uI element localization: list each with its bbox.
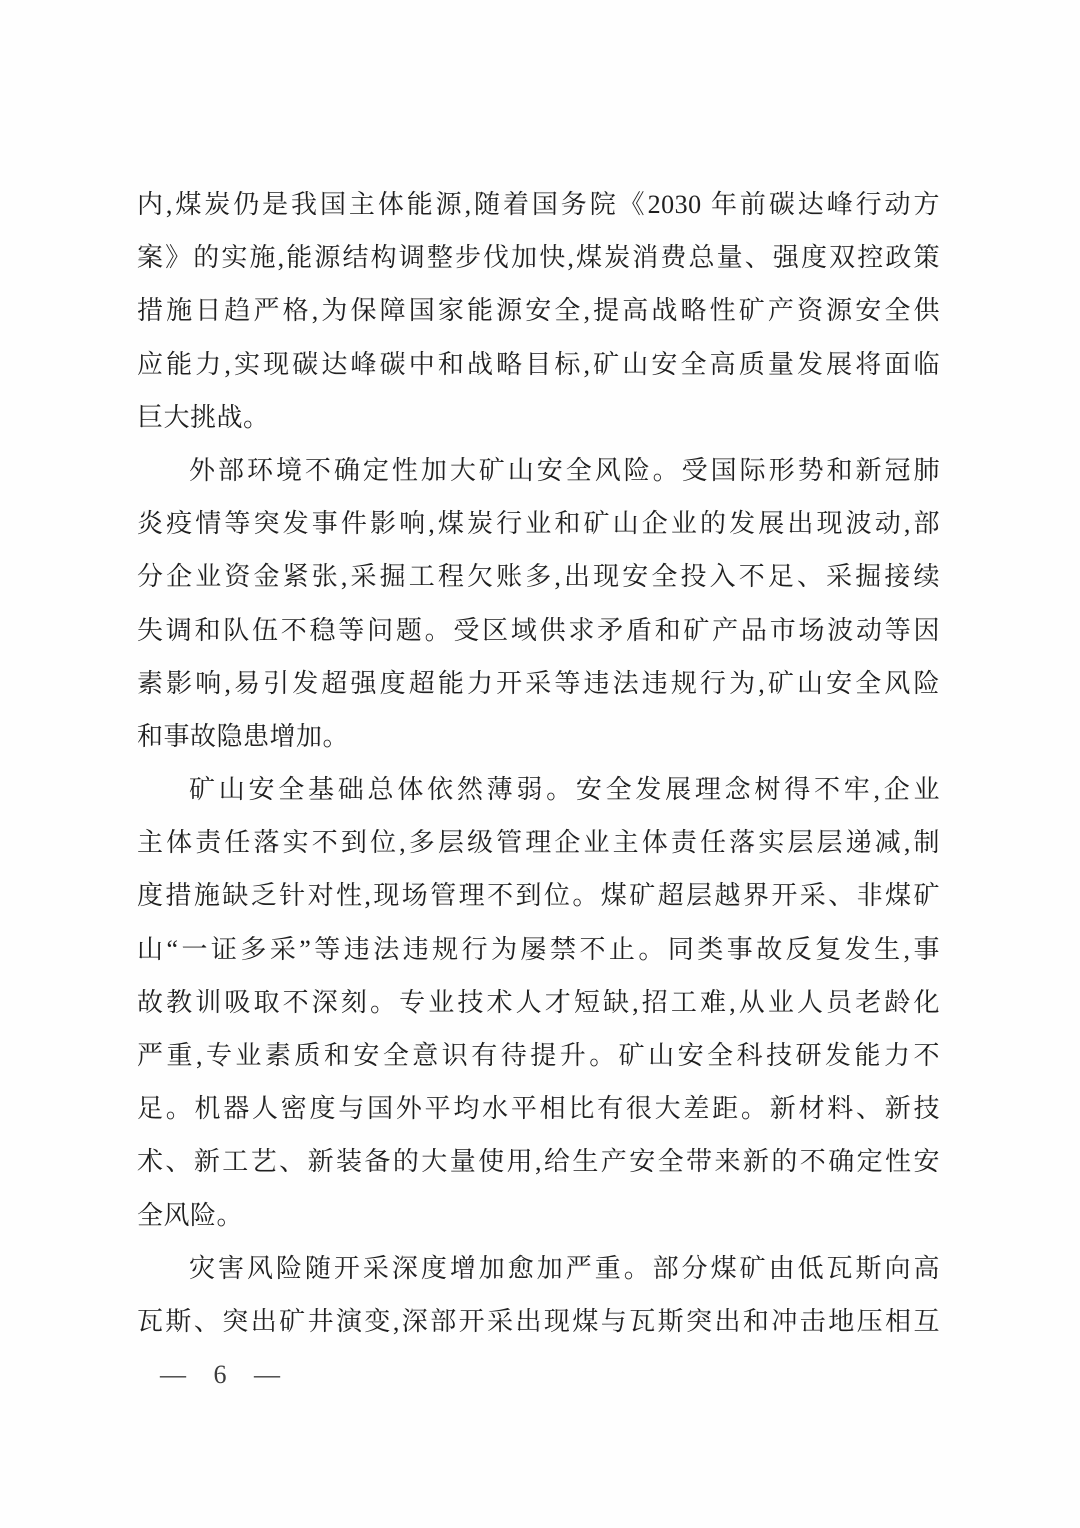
paragraph [137, 763, 940, 1242]
paragraph [137, 444, 940, 763]
text-line: 外部环境不确定性加大矿山安全风险。受国际形势和新冠肺 [189, 455, 940, 485]
paragraph [137, 178, 940, 444]
text-line: 分企业资金紧张,采掘工程欠账多,出现安全投入不足、采掘接续 [137, 562, 940, 592]
text-line: 主体责任落实不到位,多层级管理企业主体责任落实层层递减,制 [137, 828, 940, 858]
text-line: 严重,专业素质和安全意识有待提升。矿山安全科技研发能力不 [137, 1041, 940, 1070]
text-line: 瓦斯、突出矿井演变,深部开采出现煤与瓦斯突出和冲击地压相互 [137, 1306, 940, 1336]
text-line: 应能力,实现碳达峰碳中和战略目标,矿山安全高质量发展将面临 [137, 349, 940, 379]
text-line: 措施日趋严格,为保障国家能源安全,提高战略性矿产资源安全供 [137, 296, 940, 326]
text-line: 足。机器人密度与国外平均水平相比有很大差距。新材料、新技 [137, 1094, 940, 1124]
text-line: 全风险。 [137, 1200, 244, 1230]
text-line: 素影响,易引发超强度超能力开采等违法违规行为,矿山安全风险 [137, 668, 940, 698]
text-line: 矿山安全基础总体依然薄弱。安全发展理念树得不牢,企业 [189, 775, 940, 805]
text-line: 度措施缺乏针对性,现场管理不到位。煤矿超层越界开采、非煤矿 [137, 881, 940, 911]
text-line: 案》的实施,能源结构调整步伐加快,煤炭消费总量、强度双控政策 [137, 243, 940, 273]
text-line: 山“一证多采”等违法违规行为屡禁不止。同类事故反复发生,事 [137, 934, 940, 964]
text-line: 和事故隐患增加。 [137, 721, 350, 751]
document-body [137, 178, 940, 1348]
text-line: 灾害风险随开采深度增加愈加严重。部分煤矿由低瓦斯向高 [189, 1253, 940, 1283]
text-line: 炎疫情等突发事件影响,煤炭行业和矿山企业的发展出现波动,部 [137, 509, 940, 539]
text-line: 巨大挑战。 [137, 402, 270, 432]
page-number: — 6 — [160, 1360, 287, 1389]
paragraph [137, 1242, 940, 1348]
text-line: 失调和队伍不稳等问题。受区域供求矛盾和矿产品市场波动等因 [137, 615, 940, 645]
text-line: 内,煤炭仍是我国主体能源,随着国务院《2030 年前碳达峰行动方 [137, 190, 940, 219]
text-line: 术、新工艺、新装备的大量使用,给生产安全带来新的不确定性安 [137, 1147, 940, 1177]
text-line: 故教训吸取不深刻。专业技术人才短缺,招工难,从业人员老龄化 [137, 987, 940, 1017]
